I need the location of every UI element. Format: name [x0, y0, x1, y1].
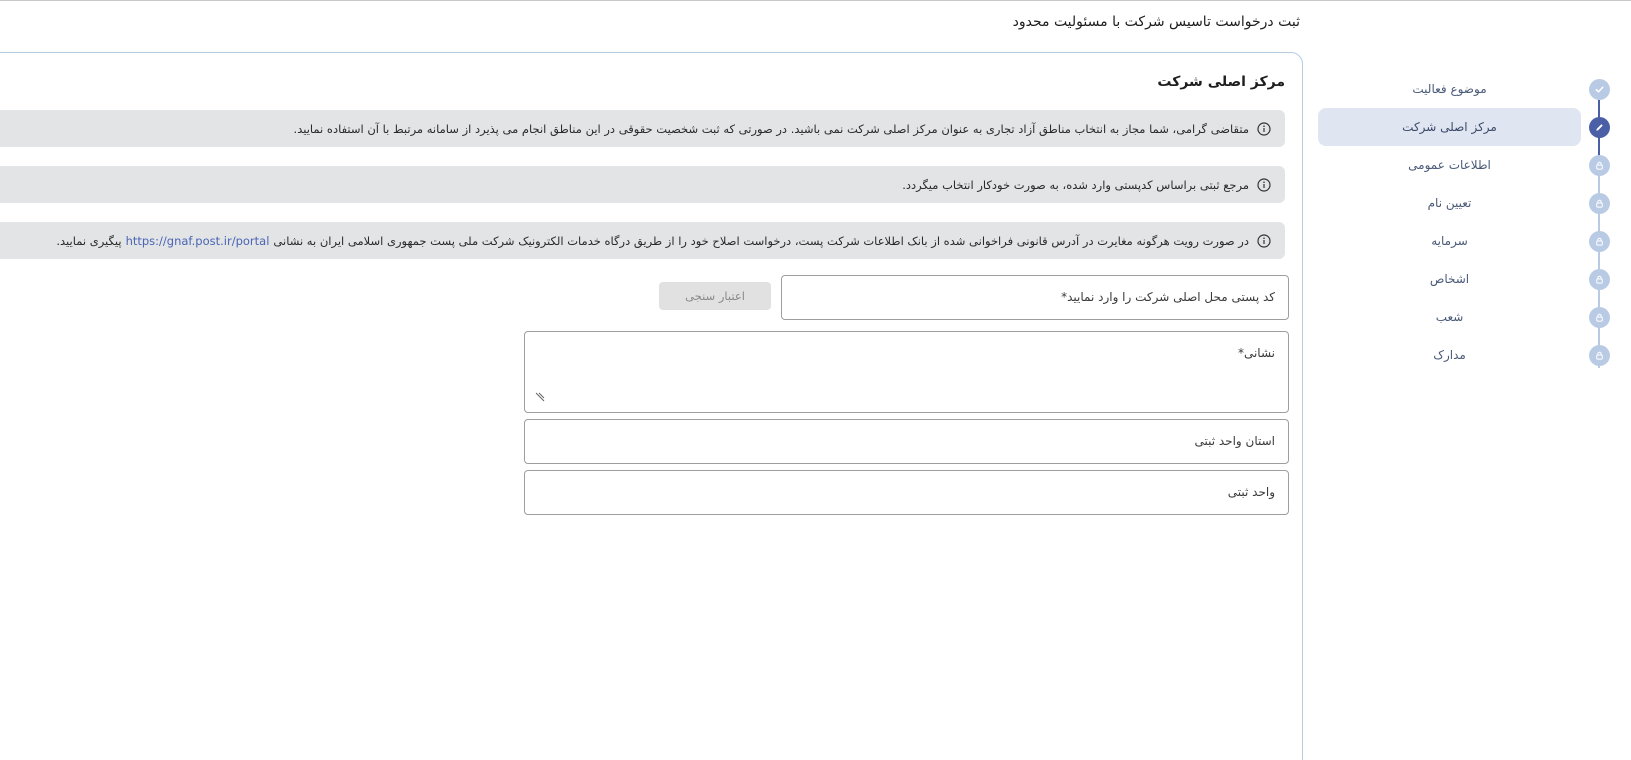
postal-code-label: کد پستی محل اصلی شرکت را وارد نمایید* — [1061, 290, 1275, 304]
alert-text: در صورت رویت هرگونه مغایرت در آدرس قانونی فراخوانی شده از بانک اطلاعات شرکت پست، درخواست اصلاح خود را از طریق درگاه خدمات الکترونیک شرکت ملی پست جمهوری اسلامی ایران به نشانی — [273, 233, 1249, 248]
section-title: مرکز اصلی شرکت — [1157, 74, 1285, 90]
step-label[interactable]: اطلاعات عمومی — [1408, 158, 1491, 172]
check-icon — [1589, 79, 1610, 100]
alert-text: متقاضی گرامی، شما مجاز به انتخاب مناطق آزاد تجاری به عنوان مرکز اصلی شرکت نمی باشید. در صورتی که ثبت شخصیت حقوقی در این مناطق انجام می پذیرد از سامانه مرتبط با آن استفاده نمایید. — [293, 121, 1249, 136]
verify-button[interactable]: اعتبار سنجی — [659, 282, 771, 310]
lock-icon — [1589, 307, 1610, 328]
step-persons[interactable] — [1301, 260, 1631, 298]
gnaf-portal-link[interactable]: https://gnaf.post.ir/portal — [125, 233, 270, 248]
step-label[interactable]: اشخاص — [1429, 272, 1470, 286]
registry-province-label: استان واحد ثبتی — [1194, 434, 1275, 448]
lock-icon — [1589, 345, 1610, 366]
step-head-office[interactable] — [1301, 108, 1631, 146]
step-label[interactable]: سرمایه — [1431, 234, 1468, 248]
lock-icon — [1589, 193, 1610, 214]
page-title: ثبت درخواست تاسیس شرکت با مسئولیت محدود — [1012, 14, 1300, 30]
step-label[interactable]: شعب — [1435, 310, 1464, 324]
address-label: نشانی* — [1237, 346, 1275, 360]
info-icon — [1257, 178, 1271, 192]
registry-unit-select[interactable] — [524, 470, 1289, 515]
stepper-sidebar — [1301, 0, 1631, 760]
step-activity-subject[interactable] — [1301, 70, 1631, 108]
alert-free-zones — [0, 110, 1285, 147]
address-textarea[interactable] — [524, 331, 1289, 413]
step-label[interactable]: تعیین نام — [1427, 196, 1472, 210]
info-icon — [1257, 122, 1271, 136]
alert-address-correction — [0, 222, 1285, 259]
alert-text: مرجع ثبتی براساس کدپستی وارد شده، به صورت خودکار انتخاب میگردد. — [902, 177, 1249, 192]
info-icon — [1257, 234, 1271, 248]
step-label[interactable]: موضوع فعالیت — [1412, 82, 1487, 96]
resize-handle-icon[interactable] — [535, 392, 545, 402]
step-label[interactable]: مرکز اصلی شرکت — [1318, 108, 1581, 146]
step-name-selection[interactable] — [1301, 184, 1631, 222]
lock-icon — [1589, 155, 1610, 176]
step-branches[interactable] — [1301, 298, 1631, 336]
lock-icon — [1589, 231, 1610, 252]
lock-icon — [1589, 269, 1610, 290]
step-documents[interactable] — [1301, 336, 1631, 374]
registry-province-select[interactable] — [524, 419, 1289, 464]
step-general-info[interactable] — [1301, 146, 1631, 184]
alert-registry-auto — [0, 166, 1285, 203]
step-capital[interactable] — [1301, 222, 1631, 260]
pencil-icon — [1589, 117, 1610, 138]
step-label[interactable]: مدارک — [1433, 348, 1466, 362]
registry-unit-label: واحد ثبتی — [1227, 485, 1275, 499]
alert-text-suffix: پیگیری نمایید. — [56, 233, 122, 248]
postal-code-input[interactable] — [781, 275, 1289, 320]
